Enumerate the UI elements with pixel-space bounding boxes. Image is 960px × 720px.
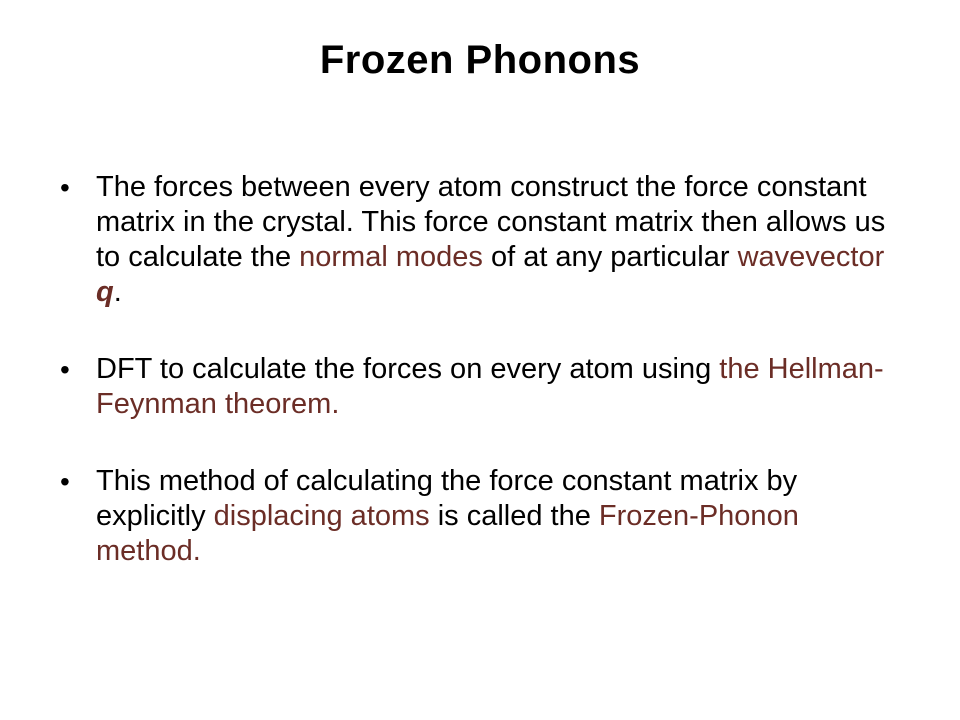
bullet-text: The forces between every atom construct the force constant matrix in the crystal. This force constant matrix then allows us to calculate the: [96, 171, 886, 273]
highlight-displacing-atoms: displacing atoms: [213, 500, 430, 532]
highlight-frozen-phonon-method: Frozen-Phonon method.: [96, 500, 799, 567]
highlight-wavevector: wavevector: [737, 241, 885, 273]
highlight-normal-modes: normal modes: [299, 241, 483, 273]
highlight-hellman-feynman: the Hellman-Feynman theorem.: [96, 353, 884, 420]
bullet-text: of at any particular: [482, 241, 738, 273]
bullet-item-dft: [58, 352, 888, 422]
bullet-list: [58, 170, 888, 611]
bullet-item-frozen-phonon-method: [58, 464, 888, 569]
bullet-text: is called the: [429, 500, 599, 532]
bullet-item-force-matrix: [58, 170, 888, 310]
bullet-point-icon: •: [60, 354, 70, 385]
bullet-text: .: [113, 276, 122, 308]
bullet-text: This method of calculating the force constant matrix by explicitly: [96, 465, 798, 532]
symbol-q: q: [96, 276, 114, 308]
bullet-text: DFT to calculate the forces on every atom using: [96, 353, 720, 385]
bullet-point-icon: •: [60, 172, 70, 203]
slide-title: Frozen Phonons: [319, 38, 641, 82]
bullet-point-icon: •: [60, 466, 70, 497]
